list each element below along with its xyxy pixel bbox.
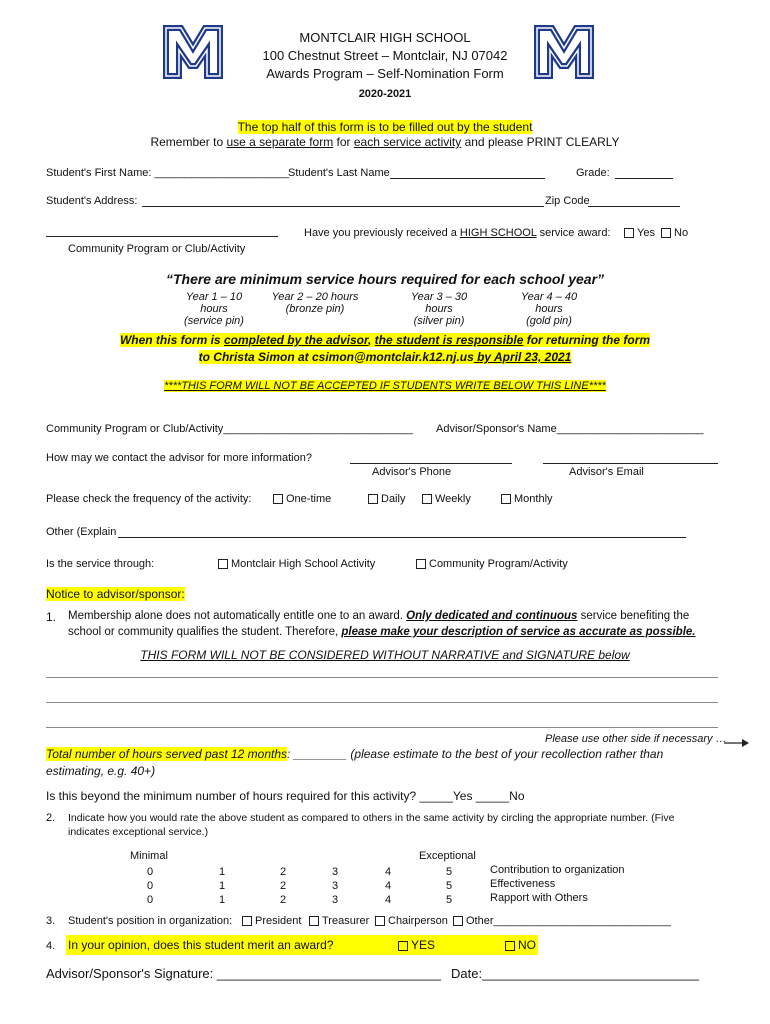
merit-yes[interactable]: YES — [398, 938, 435, 952]
position-chairperson[interactable]: Chairperson — [375, 915, 448, 927]
top-half-note: The top half of this form is to be filled out by the student — [237, 120, 533, 134]
notice-item3-number: 3. — [46, 915, 56, 927]
through-mhs-activity[interactable]: Montclair High School Activity — [218, 558, 375, 570]
checkbox-icon — [661, 228, 671, 238]
checkbox-icon — [624, 228, 634, 238]
rating-0[interactable]: 0 — [146, 894, 154, 906]
position-label: Student's position in organization: — [68, 915, 233, 927]
notice-item1-line2: school or community qualifies the student. Therefore, please make your description of service as accurate as possible. — [68, 626, 696, 638]
checkbox-icon — [375, 916, 385, 926]
through-community[interactable]: Community Program/Activity — [416, 558, 568, 570]
zip-field[interactable] — [588, 206, 680, 207]
grade-field[interactable] — [615, 178, 673, 179]
freq-daily[interactable]: Daily — [368, 493, 405, 505]
year3-hours: Year 3 – 30 hours (silver pin) — [410, 291, 468, 327]
form-title: Awards Program – Self-Nomination Form — [266, 66, 504, 81]
rating-4[interactable]: 4 — [384, 866, 392, 878]
freq-monthly[interactable]: Monthly — [501, 493, 553, 505]
checkbox-icon — [273, 494, 283, 504]
checkbox-icon — [453, 916, 463, 926]
rating-3[interactable]: 3 — [331, 894, 339, 906]
advisor-phone-field[interactable] — [350, 463, 512, 464]
hours-title: “There are minimum service hours required for each school year” — [165, 271, 605, 287]
address-field[interactable] — [142, 206, 544, 207]
notice-item2-number: 2. — [46, 812, 56, 824]
rating-2[interactable]: 2 — [279, 880, 287, 892]
checkbox-icon — [416, 559, 426, 569]
checkbox-icon — [422, 494, 432, 504]
narrative-warning: THIS FORM WILL NOT BE CONSIDERED WITHOUT NARRATIVE and SIGNATURE below — [140, 648, 630, 662]
beyond-minimum-question: Is this beyond the minimum number of hours required for this activity? _____Yes _____No — [46, 789, 525, 803]
narrative-line-1[interactable] — [46, 677, 718, 678]
signature-label: Advisor/Sponsor's Signature: _______________________________ — [46, 966, 441, 981]
other-side-note: Please use other side if necessary … — [545, 733, 727, 745]
checkbox-icon — [218, 559, 228, 569]
advisor-phone-label: Advisor's Phone — [372, 466, 452, 478]
criteria-effectiveness: Effectiveness — [490, 878, 556, 890]
position-president[interactable]: President — [242, 915, 301, 927]
prev-award-no[interactable]: No — [661, 227, 688, 239]
merit-no[interactable]: NO — [505, 938, 536, 952]
rating-5[interactable]: 5 — [445, 880, 453, 892]
last-name-label: Student's Last Name — [288, 167, 390, 179]
total-hours-question: Total number of hours served past 12 months: ________ (please estimate to the best of your recollection rather than — [46, 747, 664, 761]
narrative-line-3[interactable] — [46, 727, 718, 728]
arrow-right-icon — [724, 738, 750, 748]
remember-note: Remember to use a separate form for each service activity and please PRINT CLEARLY — [150, 135, 620, 149]
advisor-community-label: Community Program or Club/Activity_______________________________ — [46, 423, 413, 435]
criteria-contribution: Contribution to organization — [490, 864, 625, 876]
other-explain-label: Other (Explain — [46, 526, 117, 538]
completion-note-line1: When this form is completed by the advisor, the student is responsible for returning the form — [119, 333, 651, 347]
rating-1[interactable]: 1 — [218, 880, 226, 892]
notice-item2-line2: indicates exceptional service.) — [68, 826, 209, 838]
grade-label: Grade: — [576, 167, 610, 179]
position-treasurer[interactable]: Treasurer — [309, 915, 369, 927]
first-name-label: Student's First Name: ______________________ — [46, 167, 290, 179]
address-label: Student's Address: — [46, 195, 138, 207]
contact-question: How may we contact the advisor for more information? — [46, 452, 312, 464]
rating-minimal-label: Minimal — [130, 850, 168, 862]
checkbox-icon — [398, 941, 408, 951]
advisor-email-field[interactable] — [543, 463, 718, 464]
freq-one-time[interactable]: One-time — [273, 493, 331, 505]
checkbox-icon — [368, 494, 378, 504]
advisor-email-label: Advisor's Email — [569, 466, 644, 478]
merit-question: In your opinion, does this student merit an award? — [68, 938, 334, 952]
criteria-rapport: Rapport with Others — [490, 892, 588, 904]
student-warning: ****THIS FORM WILL NOT BE ACCEPTED IF STUDENTS WRITE BELOW THIS LINE**** — [164, 380, 606, 392]
freq-weekly[interactable]: Weekly — [422, 493, 471, 505]
other-explain-field[interactable] — [118, 537, 686, 538]
notice-item1-number: 1. — [46, 610, 57, 624]
year4-hours: Year 4 – 40 hours (gold pin) — [520, 291, 578, 327]
previous-award-question: Have you previously received a HIGH SCHOOL service award: — [304, 227, 611, 239]
notice-item1-line1: Membership alone does not automatically entitle one to an award. Only dedicated and continuous service benefiting the — [68, 610, 690, 622]
total-hours-question-line2: estimating, e.g. 40+) — [46, 764, 156, 778]
checkbox-icon — [309, 916, 319, 926]
rating-exceptional-label: Exceptional — [419, 850, 476, 862]
community-program-field[interactable] — [46, 236, 278, 237]
last-name-field[interactable] — [390, 178, 545, 179]
rating-0[interactable]: 0 — [146, 866, 154, 878]
rating-5[interactable]: 5 — [445, 894, 453, 906]
zip-label: Zip Code — [545, 195, 590, 207]
rating-4[interactable]: 4 — [384, 880, 392, 892]
prev-award-yes[interactable]: Yes — [624, 227, 655, 239]
school-year: 2020-2021 — [358, 88, 412, 100]
date-label: Date:______________________________ — [451, 966, 699, 981]
rating-4[interactable]: 4 — [384, 894, 392, 906]
checkbox-icon — [501, 494, 511, 504]
rating-5[interactable]: 5 — [445, 866, 453, 878]
rating-1[interactable]: 1 — [218, 894, 226, 906]
rating-3[interactable]: 3 — [331, 866, 339, 878]
notice-item2-line1: Indicate how you would rate the above student as compared to others in the same activity by circling the appropriate number. (Five — [68, 812, 675, 824]
checkbox-icon — [242, 916, 252, 926]
checkbox-icon — [505, 941, 515, 951]
rating-2[interactable]: 2 — [279, 894, 287, 906]
community-program-label: Community Program or Club/Activity — [68, 243, 246, 255]
notice-item4-number: 4. — [46, 940, 56, 952]
school-address: 100 Chestnut Street – Montclair, NJ 07042 — [262, 48, 508, 63]
year2-hours: Year 2 – 20 hours (bronze pin) — [271, 291, 359, 315]
rating-1[interactable]: 1 — [218, 866, 226, 878]
rating-3[interactable]: 3 — [331, 880, 339, 892]
rating-0[interactable]: 0 — [146, 880, 154, 892]
school-name: MONTCLAIR HIGH SCHOOL — [299, 30, 471, 45]
frequency-label: Please check the frequency of the activity: — [46, 493, 252, 505]
notice-title: Notice to advisor/sponsor: — [46, 587, 185, 601]
position-other[interactable]: Other_____________________________ — [453, 915, 671, 927]
rating-2[interactable]: 2 — [279, 866, 287, 878]
service-through-label: Is the service through: — [46, 558, 155, 570]
completion-note-line2: to Christa Simon at csimon@montclair.k12.nj.us by April 23, 2021 — [198, 350, 572, 364]
narrative-line-2[interactable] — [46, 702, 718, 703]
year1-hours: Year 1 – 10 hours (service pin) — [184, 291, 244, 327]
advisor-name-label: Advisor/Sponsor's Name________________________ — [436, 423, 704, 435]
